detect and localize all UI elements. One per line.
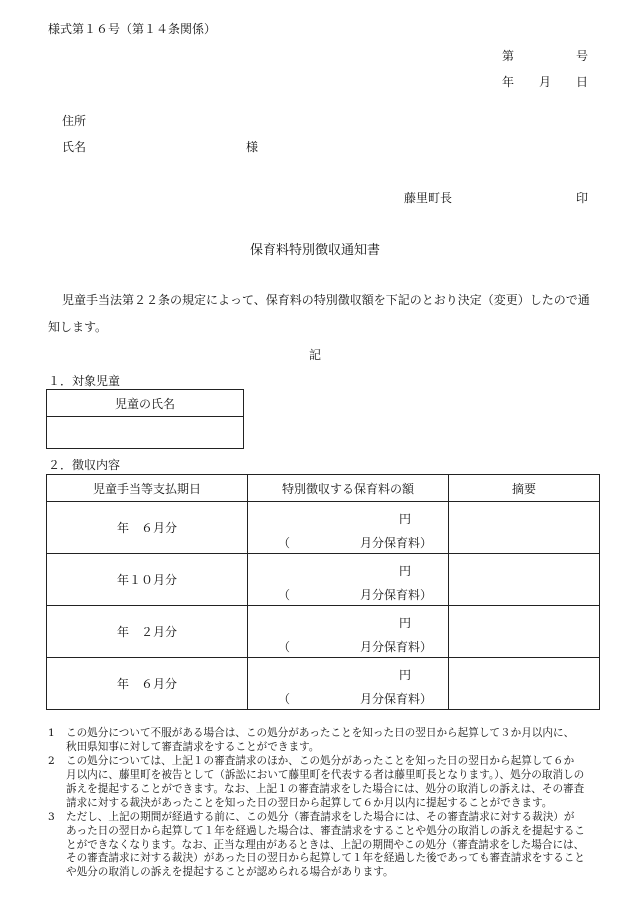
document-number [502, 47, 588, 64]
date-year: 年 [502, 75, 515, 89]
child-name-cell [47, 417, 244, 449]
child-name-header: 児童の氏名 [47, 390, 244, 417]
note-text: この処分については、上記１の審査請求のほか、この処分があったことを知った日の翌日から起算して６か 月以内に、藤里町を被告として（訴訟において藤里町を代表する者は藤里町長となります。）、処分の取消しの 訴えを提起することができます。なお、上記１の審査請求をした場合には、処分の取消しの訴えは、その審査 請求に対する裁決があったことを知った日の翌日から起算して６か月以内に提起することができます。 [66, 755, 585, 809]
name-label: 氏名 [62, 140, 87, 154]
remarks-cell [449, 554, 600, 606]
section-2-heading: ２．徴収内容 [48, 458, 121, 472]
header-remarks: 摘要 [449, 475, 600, 502]
child-table [46, 389, 244, 449]
note-number: 1 [48, 727, 55, 739]
paren-open: （ [278, 536, 291, 550]
yen-unit: 円 [399, 616, 412, 630]
amount-cell [248, 606, 449, 658]
amount-cell [248, 502, 449, 554]
date-month: 月 [538, 75, 551, 89]
note-text: ただし、上記の期間が経過する前に、この処分（審査請求をした場合には、その審査請求に対する裁決）が あった日の翌日から起算して１年を経過した場合は、審査請求をすることや処分の取消しの訴えを提起するこ とができなくなります。なお、正当な理由があるときは、上記の期間やこの処分（審査請求をした場合には、 その審査請求に対する裁決）があった日の翌日から起算して１年を経過した後であっても審査請求をすること や処分の取消しの訴えを提起することが認められる場合があります。 [66, 811, 585, 879]
date-day: 日 [575, 75, 588, 89]
remarks-cell [449, 606, 600, 658]
month-fee-label: 月分保育料） [360, 588, 433, 602]
note-item [48, 811, 608, 880]
amount-cell [248, 554, 449, 606]
month-fee-label: 月分保育料） [360, 536, 433, 550]
form-number: 様式第１６号（第１４条関係） [48, 22, 217, 36]
table-row [47, 606, 600, 658]
note-number: 3 [48, 811, 55, 824]
body-text-line-2: 知します。 [48, 320, 108, 334]
issuer-name: 藤里町長 [404, 191, 453, 205]
yen-unit: 円 [399, 512, 412, 526]
seal-mark: 印 [576, 191, 589, 205]
address-label: 住所 [62, 114, 87, 128]
paren-open: （ [278, 588, 291, 602]
month-fee-label: 月分保育料） [360, 640, 433, 654]
body-text-line-1: 児童手当法第２２条の規定によって、保育料の特別徴収額を下記のとおり決定（変更）したので通 [62, 293, 590, 307]
number-suffix: 号 [575, 49, 588, 63]
header-payment-date: 児童手当等支払期日 [47, 475, 248, 502]
amount-cell [248, 658, 449, 710]
note-item [48, 727, 608, 754]
yen-unit: 円 [399, 668, 412, 682]
notes [48, 727, 608, 881]
ki-heading: 記 [308, 348, 321, 362]
remarks-cell [449, 502, 600, 554]
period-cell: 年 ６月分 [47, 502, 248, 554]
collection-table [46, 474, 600, 710]
period-cell: 年 ６月分 [47, 658, 248, 710]
number-prefix: 第 [502, 49, 515, 63]
note-number: 2 [48, 755, 55, 768]
header-amount: 特別徴収する保育料の額 [248, 475, 449, 502]
table-row [47, 502, 600, 554]
paren-open: （ [278, 640, 291, 654]
remarks-cell [449, 658, 600, 710]
table-header-row [47, 475, 600, 502]
table-row [47, 554, 600, 606]
note-item [48, 755, 608, 810]
note-text: この処分について不服がある場合は、この処分があったことを知った日の翌日から起算して３か月以内に、 秋田県知事に対して審査請求をすることができます。 [66, 727, 575, 753]
honorific: 様 [246, 140, 259, 154]
paren-open: （ [278, 692, 291, 706]
yen-unit: 円 [399, 564, 412, 578]
issue-date [502, 73, 588, 90]
period-cell: 年１０月分 [47, 554, 248, 606]
table-row [47, 658, 600, 710]
section-1-heading: １．対象児童 [48, 374, 121, 388]
period-cell: 年 ２月分 [47, 606, 248, 658]
document-title: 保育料特別徴収通知書 [249, 243, 380, 258]
month-fee-label: 月分保育料） [360, 692, 433, 706]
